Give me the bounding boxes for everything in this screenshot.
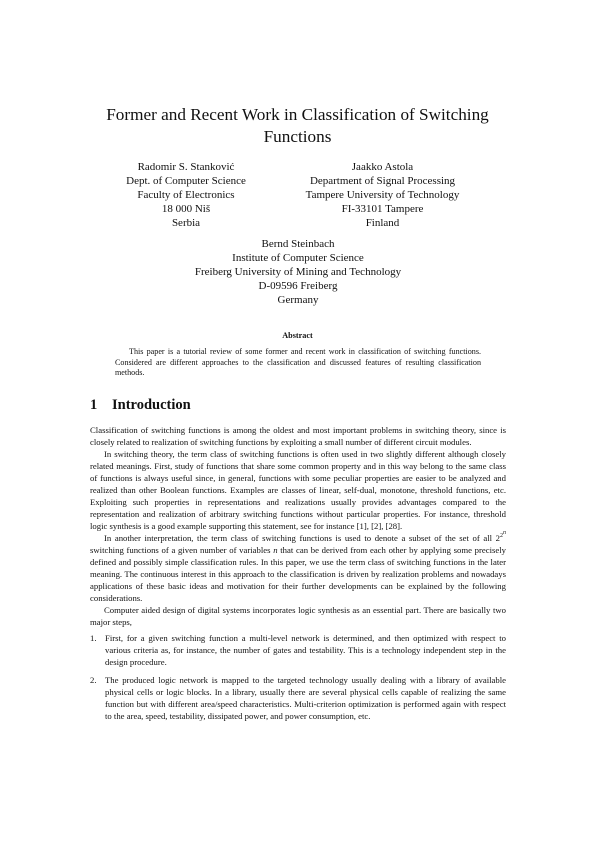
list-item	[90, 632, 506, 668]
paragraph-text: switching functions of a given number of variables	[90, 545, 274, 555]
author-block-left	[96, 160, 276, 230]
paragraph: Computer aided design of digital systems incorporates logic synthesis as an essential part. There are basically two major steps,	[90, 605, 506, 627]
author-country: Finland	[365, 217, 400, 229]
list-item-text: The produced logic network is mapped to the targeted technology usually dealing with a library of available physical cells or logic blocks. In a library, usually there are several physical cells capable of realizing the same function but with different area/speed characteristics. Multi-criterion optimization is performed again with respect to the area, speed, testability, dissipated power, and power consumption, etc.	[105, 675, 506, 721]
author-city: 18 000 Niš	[161, 203, 211, 215]
author-affiliation: Tampere University of Technology	[305, 189, 460, 201]
paragraph	[90, 532, 506, 604]
abstract-heading: Abstract	[282, 331, 313, 340]
author-country: Serbia	[171, 217, 201, 229]
paragraph-text: that can be derived from each other by applying some precisely defined and possibly simple classification rules. In this paper, we use the term class of switching functions in the later meaning. The continuous interest in this approach to the classification is driven by realization problems and nowadays applications of these basic ideas and motivation for their further developments can be explained by the following considerations.	[90, 545, 506, 603]
list-marker: 2.	[90, 675, 97, 685]
author-country: Germany	[277, 294, 319, 306]
paragraph: In switching theory, the term class of switching functions is often used in two slightly different although closely related meanings. First, study of functions that share some common property and in this way belong to the same class of functions is always useful since, in general, functions with some peculiar properties are easier to be analyzed and realized than other Boolean functions. Examples are classes of linear, self-dual, monotone, threshold functions, etc. Exploiting such properties in representations and realizations usually provides advantages compared to the representation and realization of arbitrary switching functions without particular properties. For instance, threshold logic synthesis is a good example supporting this statement, see for instance [1], [2], [28].	[90, 449, 506, 531]
author-block-right	[285, 160, 480, 230]
author-city: FI-33101 Tampere	[341, 203, 424, 215]
author-name: Bernd Steinbach	[261, 238, 335, 250]
author-affiliation: Freiberg University of Mining and Technology	[194, 266, 402, 278]
section-title: Introduction	[112, 397, 191, 413]
author-block-center	[148, 237, 448, 307]
exponent: 2n	[500, 530, 506, 540]
paper-title: Former and Recent Work in Classification of Switching Functions	[106, 105, 489, 146]
list-item	[90, 674, 506, 722]
paragraph: Classification of switching functions is among the oldest and most important problems in switching theory, since is closely related to realization of switching functions by exploiting a small number of different circuit modules.	[90, 425, 506, 447]
author-affiliation: Institute of Computer Science	[232, 252, 364, 264]
abstract-text: This paper is a tutorial review of some former and recent work in classification of switching functions. Considered are different approaches to the classification and discussed features of resulting classification methods.	[115, 347, 481, 377]
author-city: D-09596 Freiberg	[258, 280, 338, 292]
author-affiliation: Dept. of Computer Science	[126, 175, 246, 187]
author-affiliation: Department of Signal Processing	[309, 175, 456, 187]
list-marker: 1.	[90, 633, 97, 643]
section-heading	[90, 397, 191, 414]
numbered-list	[90, 632, 506, 722]
paragraph-text: In another interpretation, the term class of switching functions is used to denote a subset of the set of all 2	[104, 533, 500, 543]
list-item-text: First, for a given switching function a multi-level network is determined, and then optimized with respect to various criteria as, for instance, the number of gates and testability. This is a technology independent step in the design procedure.	[105, 633, 506, 667]
author-affiliation: Faculty of Electronics	[137, 189, 235, 201]
author-name: Jaakko Astola	[351, 161, 414, 173]
section-body	[90, 424, 506, 728]
math-variable: n	[273, 545, 278, 555]
author-name: Radomir S. Stanković	[137, 161, 235, 173]
section-number: 1	[90, 397, 98, 413]
